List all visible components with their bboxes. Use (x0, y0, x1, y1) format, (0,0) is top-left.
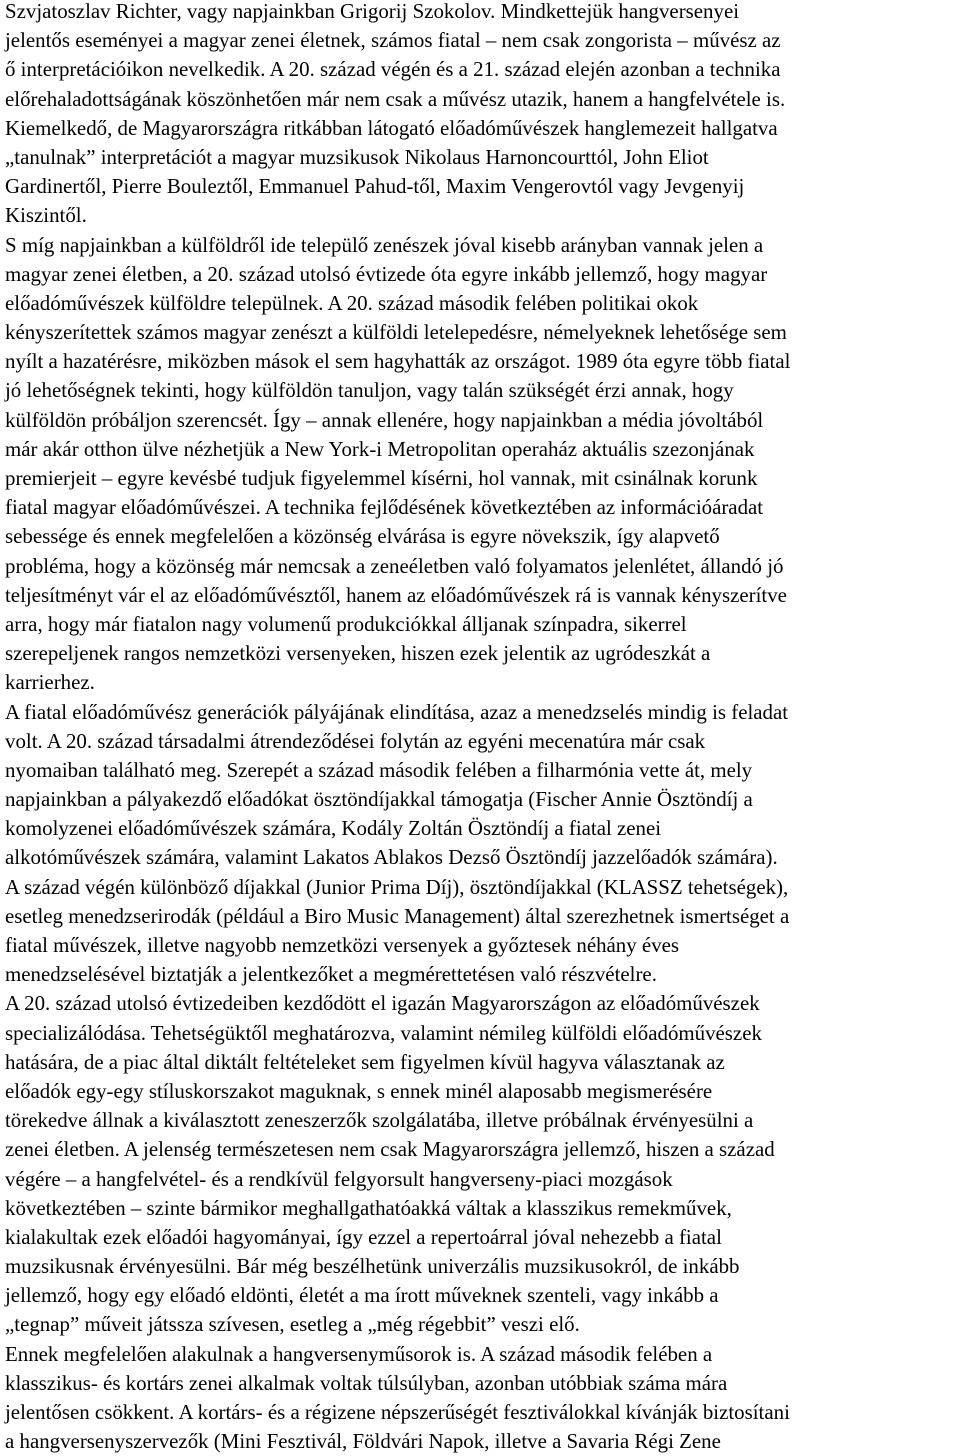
text-line: végére – a hangfelvétel- és a rendkívül felgyorsult hangverseny-piaci mozgások (5, 1166, 673, 1191)
text-line: volt. A 20. század társadalmi átrendeződései folytán az egyéni mecenatúra már csak (5, 728, 706, 753)
text-line: jellemző, hogy egy előadó eldönti, életét a ma írott műveknek szenteli, vagy inkább a (5, 1283, 719, 1308)
text-line: a hangversenyszervezők (Mini Fesztivál, Földvári Napok, illetve a Savaria Régi Zene (5, 1429, 721, 1454)
text-line: jelentős eseményei a magyar zenei életnek, számos fiatal – nem csak zongorista – művész az (5, 28, 781, 53)
text-line: Szvjatoszlav Richter, vagy napjainkban Grigorij Szokolov. Mindkettejük hangversenyei (5, 0, 740, 23)
text-line: karrierhez. (5, 670, 95, 695)
text-line: komolyzenei előadóművészek számára, Kodály Zoltán Ösztöndíj a fiatal zenei (5, 816, 662, 841)
text-line: következtében – szinte bármikor meghallgathatóakká váltak a klasszikus remekművek, (5, 1195, 732, 1220)
text-line: alkotóművészek számára, valamint Lakatos Ablakos Dezső Ösztöndíj jazzelőadók számára). (5, 845, 778, 870)
text-line: „tanulnak” interpretációt a magyar muzsikusok Nikolaus Harnoncourttól, John Eliot (5, 144, 709, 169)
text-line: A század végén különböző díjakkal (Junior Prima Díj), ösztöndíjakkal (KLASSZ tehetségek), (5, 874, 789, 899)
text-line: muzsikusnak érvényesülni. Bár még beszélhetünk univerzális muzsikusokról, de inkább (5, 1254, 740, 1279)
text-line: kialakultak ezek előadói hagyományai, így ezzel a repertoárral jóval nehezebb a fiatal (5, 1224, 722, 1249)
text-line: zenei életben. A jelenség természetesen nem csak Magyarországra jellemző, hiszen a század (5, 1137, 775, 1162)
text-line: „tegnap” műveit játssza szívesen, esetleg a „még régebbit” veszi elő. (5, 1312, 580, 1337)
text-line: arra, hogy már fiatalon nagy volumenű produkciókkal álljanak színpadra, sikerrel (5, 611, 687, 636)
text-line: A 20. század utolsó évtizedeiben kezdődött el igazán Magyarországon az előadóművészek (5, 991, 760, 1016)
text-line: esetleg menedzserirodák (például a Biro Music Management) által szerezhetnek ismertséget a (5, 903, 790, 928)
text-line: külföldön próbáljon szerencsét. Így – annak ellenére, hogy napjainkban a média jóvoltából (5, 407, 764, 432)
text-line: S míg napjainkban a külföldről ide települő zenészek jóval kisebb arányban vannak jelen a (5, 232, 764, 257)
text-line: hatására, de a piac által diktált feltételeket sem figyelmen kívül hagyva választanak az (5, 1049, 725, 1074)
text-line: menedzselésével biztatják a jelentkezőket a megmérettetésen való részvételre. (5, 962, 657, 987)
text-line: fiatal művészek, illetve nagyobb nemzetközi versenyek a győztesek néhány éves (5, 933, 680, 957)
text-line: magyar zenei életben, a 20. század utolsó évtizede óta egyre inkább jellemző, hogy magyar (5, 261, 768, 286)
text-line: előrehaladottságának köszönhetően már nem csak a művész utazik, hanem a hangfelvétele is. (5, 86, 786, 111)
text-line: szerepeljenek rangos nemzetközi versenyeken, hiszen ezek jelentik az ugródeszkát a (5, 641, 711, 666)
text-line: Ennek megfelelően alakulnak a hangversenyműsorok is. A század második felében a (5, 1341, 713, 1366)
text-line: klasszikus- és kortárs zenei alkalmak voltak túlsúlyban, azonban utóbbiak száma mára (5, 1370, 728, 1395)
text-line: probléma, hogy a közönség már nemcsak a zeneéletben való folyamatos jelenlétet, állandó jó (5, 553, 784, 578)
text-line: ő interpretációikon nevelkedik. A 20. század végén és a 21. század elején azonban a technika (5, 57, 781, 82)
text-line: kényszerítettek számos magyar zenészt a külföldi letelepedésre, némelyeknek lehetősége sem (5, 320, 787, 345)
text-line: premierjeit – egyre kevésbé tudjuk figyelemmel kísérni, hol vannak, mit csinálnak korunk (5, 466, 758, 490)
text-line: Gardinertől, Pierre Bouleztől, Emmanuel Pahud-től, Maxim Vengerovtól vagy Jevgenyij (5, 174, 745, 199)
text-line: teljesítményt vár el az előadóművésztől, hanem az előadóművészek rá is vannak kényszerítve (5, 582, 787, 607)
text-line: fiatal magyar előadóművészei. A technika fejlődésének következtében az információáradat (5, 495, 764, 520)
text-line: jelentősen csökkent. A kortárs- és a régizene népszerűségét fesztiválokkal kívánják biztosítani (5, 1400, 790, 1424)
text-line: Kiszintől. (5, 203, 87, 228)
text-line: specializálódása. Tehetségüktől meghatározva, valamint némileg külföldi előadóművészek (5, 1020, 762, 1045)
text-line: előadóművészek külföldre települnek. A 20. század második felében politikai okok (5, 290, 699, 315)
text-line: sebessége és ennek megfelelően a közönség elvárása is egyre növekszik, így alapvető (5, 524, 720, 549)
text-line: jó lehetőségnek tekinti, hogy külföldön tanuljon, vagy talán szükségét érzi annak, hogy (5, 378, 734, 403)
text-line: már akár otthon ülve nézhetjük a New York-i Metropolitan operaház aktuális szezonjának (5, 436, 755, 461)
body-text (5, 0, 955, 1456)
text-line: nyílt a hazatérésre, miközben mások el sem hagyhatták az országot. 1989 óta egyre több fiatal (5, 349, 791, 374)
text-line: előadók egy-egy stíluskorszakot maguknak, s ennek minél alaposabb megismerésére (5, 1078, 713, 1103)
text-line: nyomaiban található meg. Szerepét a század második felében a filharmónia vette át, mely (5, 757, 753, 782)
text-line: Kiemelkedő, de Magyarországra ritkábban látogató előadóművészek hanglemezeit hallgatva (5, 115, 778, 140)
text-line: A fiatal előadóművész generációk pályájának elindítása, azaz a menedzselés mindig is feladat (5, 699, 789, 724)
text-line: törekedve állnak a kiválasztott zeneszerzők szolgálatába, illetve próbálnak érvényesülni a (5, 1108, 754, 1133)
text-line: napjainkban a pályakezdő előadókat ösztöndíjakkal támogatja (Fischer Annie Ösztöndíj a (5, 787, 753, 812)
